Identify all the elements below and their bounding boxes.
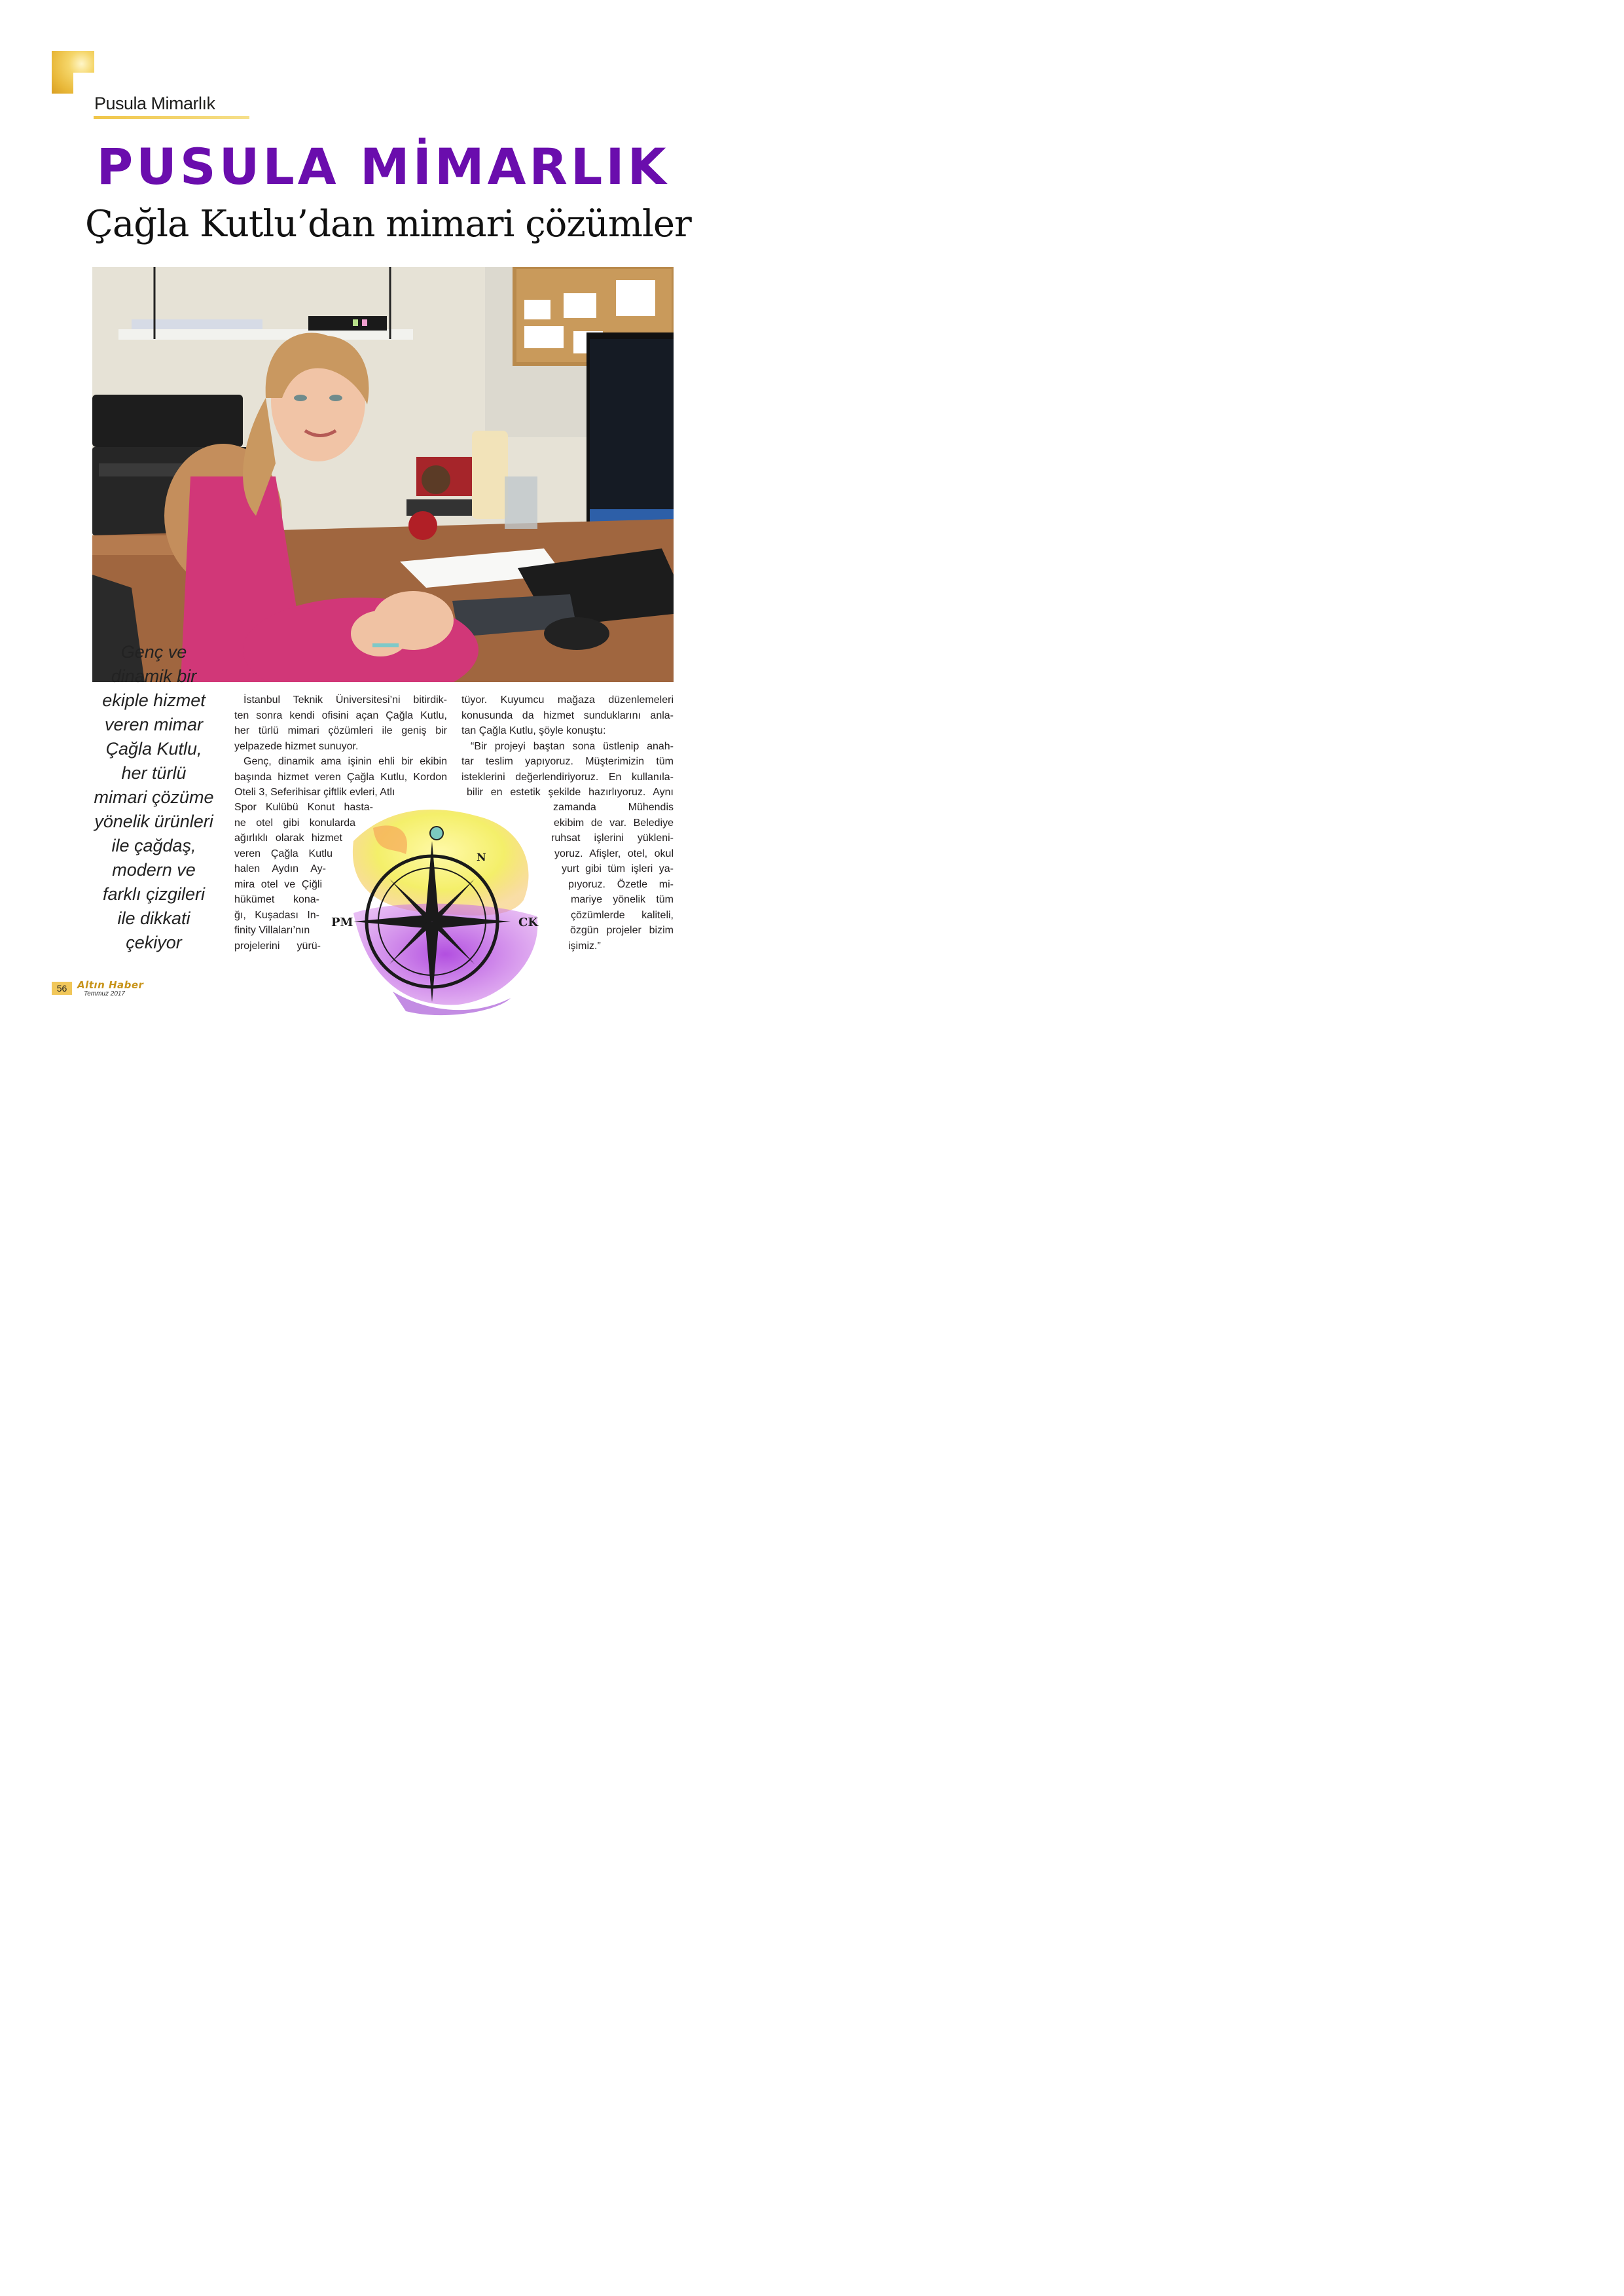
headline-subtitle: Çağla Kutlu’dan mimari çözümler — [85, 203, 691, 245]
article-line: pıyoruz. Özetle mi- — [568, 878, 674, 890]
article-line: zamanda Mühendis — [553, 802, 674, 813]
logo-left-initials: PM — [331, 916, 353, 929]
article-line: yoruz. Afişler, otel, okul — [554, 848, 674, 859]
section-label: Pusula Mimarlık — [94, 94, 215, 113]
article-line: yurt gibi tüm işleri ya- — [562, 863, 674, 874]
pull-quote-line: ekiple hizmet — [102, 691, 206, 710]
article-line: ne otel gibi konularda — [234, 817, 355, 829]
article-line: her türlü mimari çözümleri ile geniş bir — [234, 725, 447, 736]
article-line: yelpazede hizmet sunuyor. — [234, 740, 359, 752]
section-underline — [94, 116, 249, 119]
page-number: 56 — [52, 982, 72, 995]
article-column-2 — [461, 692, 674, 800]
pull-quote-line: yönelik ürünleri — [94, 812, 213, 831]
article-line: başında hizmet veren Çağla Kutlu, Kordon — [234, 771, 447, 783]
article-line: İstanbul Teknik Üniversitesi’ni bitirdik- — [244, 694, 447, 706]
article-line: mariye yönelik tüm — [571, 894, 674, 905]
article-line: projelerini yürü- — [234, 940, 321, 952]
headline-title: PUSULA MİMARLIK — [96, 137, 670, 196]
article-line: işimiz.” — [568, 940, 601, 952]
article-line: ğı, Kuşadası In- — [234, 909, 319, 921]
article-line: ağırlıklı olarak hizmet — [234, 833, 342, 844]
pull-quote-line: dinamik bir — [111, 666, 197, 686]
article-line: hükümet kona- — [234, 894, 319, 905]
article-line: finity Villaları’nın — [234, 925, 310, 936]
pull-quote-line: ile çağdaş, — [111, 836, 196, 855]
article-line: Spor Kulübü Konut hasta- — [234, 802, 373, 813]
pull-quote-line: modern ve — [112, 860, 196, 880]
pull-quote — [82, 640, 225, 955]
compass-north-label: N — [477, 851, 486, 863]
pull-quote-line: çekiyor — [126, 933, 182, 952]
article-line: özgün projeler bizim — [570, 925, 674, 936]
article-line: konusunda da hizmet sunduklarını anla- — [461, 709, 674, 721]
pull-quote-line: mimari çözüme — [94, 787, 214, 807]
article-line: ten sonra kendi ofisini açan Çağla Kutlu, — [234, 709, 447, 721]
pull-quote-line: ile dikkati — [117, 908, 190, 928]
portrait-photo — [92, 267, 674, 682]
pull-quote-line: Genç ve — [120, 642, 187, 662]
pull-quote-line: Çağla Kutlu, — [105, 739, 202, 759]
article-line: ekibim de var. Belediye — [554, 817, 674, 829]
article-line: ruhsat işlerini yükleni- — [551, 833, 674, 844]
article-line: halen Aydın Ay- — [234, 863, 326, 874]
article-line: bilir en estetik şekilde hazırlıyoruz. Aynı — [467, 787, 674, 798]
article-line: çözümlerde kaliteli, — [571, 909, 674, 921]
compass-logo — [327, 802, 553, 1021]
article-line: veren Çağla Kutlu — [234, 848, 333, 859]
pull-quote-line: her türlü — [121, 763, 187, 783]
article-column-1 — [234, 692, 447, 800]
article-line: Genç, dinamik ama işinin ehli bir ekibin — [244, 756, 447, 767]
page-edge-mark — [720, 262, 726, 314]
article-line: tüyor. Kuyumcu mağaza düzenlemeleri — [461, 694, 674, 706]
article-column-2-wrap — [537, 800, 674, 954]
logo-right-initials: CK — [518, 916, 538, 929]
pull-quote-line: veren mimar — [104, 715, 204, 734]
issue-date: Temmuz 2017 — [84, 990, 125, 997]
article-line: mira otel ve Çiğli — [234, 878, 322, 890]
magazine-brand: Altın Haber — [77, 979, 144, 991]
article-line: isteklerini değerlendiriyoruz. En kullanıla- — [461, 771, 674, 783]
article-line: tar teslim yapıyoruz. Müşterimizin tüm — [461, 756, 674, 767]
article-line: “Bir projeyi baştan sona üstlenip anah- — [471, 740, 674, 752]
article-line: tan Çağla Kutlu, şöyle konuştu: — [461, 725, 606, 736]
article-line: Oteli 3, Seferihisar çiftlik evleri, Atlı — [234, 787, 395, 798]
pull-quote-line: farklı çizgileri — [102, 884, 206, 904]
